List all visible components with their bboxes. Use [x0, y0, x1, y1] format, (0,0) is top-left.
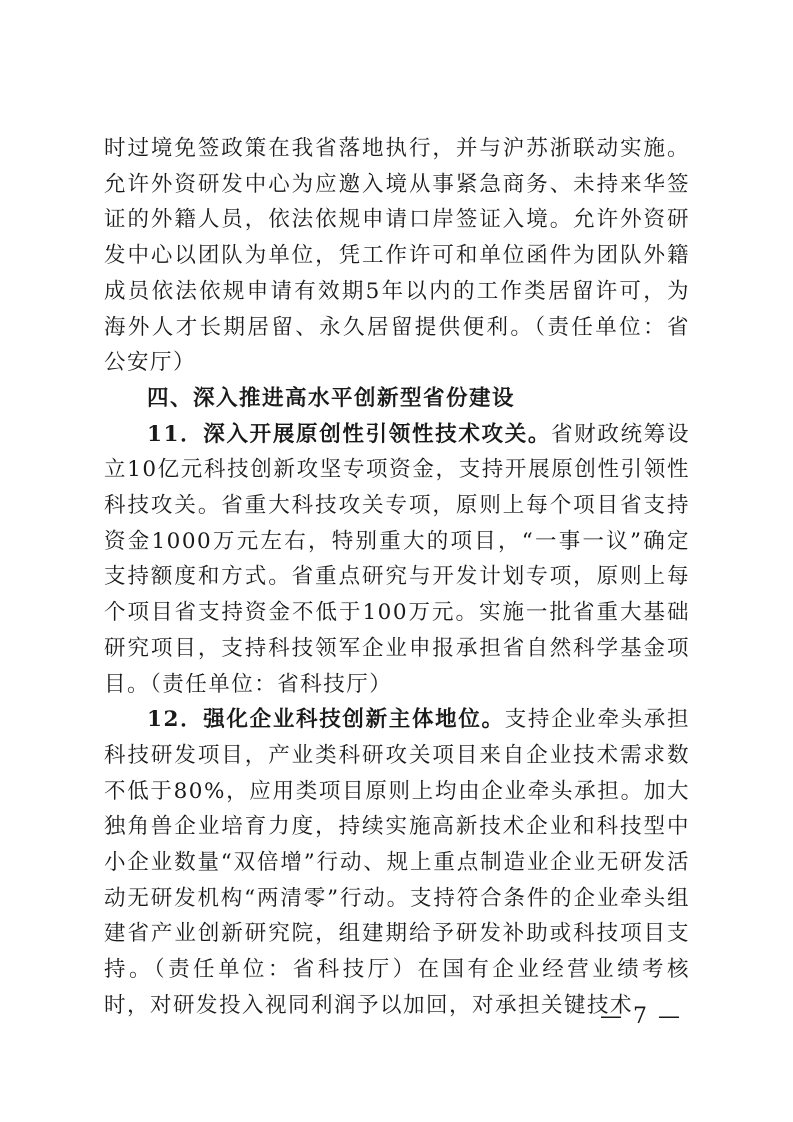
page-number: — 7 —: [600, 1004, 682, 1029]
item-11-body: 省财政统筹设立10亿元科技创新攻坚专项资金，支持开展原创性引领性科技攻关。省重大科技攻关专项，原则上每个项目省支持资金1000万元左右，特别重大的项目，“一事一议”确定支持额度和方式。省重点研究与开发计划专项，原则上每个项目省支持资金不低于100万元。实施一批省重大基础研究项目，支持科技领军企业申报承担省自然科学基金项目。（责任单位：省科技厅）: [104, 421, 690, 697]
paragraph-continued: 时过境免签政策在我省落地执行，并与沪苏浙联动实施。允许外资研发中心为应邀入境从事紧急商务、未持来华签证的外籍人员，依法依规申请口岸签证入境。允许外资研发中心以团队为单位，凭工作许可和单位函件为团队外籍成员依法依规申请有效期5年以内的工作类居留许可，为海外人才长期居留、永久居留提供便利。（责任单位：省公安厅）: [104, 136, 690, 376]
body-text: [104, 131, 690, 1024]
section-heading: 四、深入推进高水平创新型省份建设: [147, 385, 516, 411]
paragraph-item-12: [104, 702, 690, 1023]
item-12-title: 12．强化企业科技创新主体地位。: [147, 707, 505, 733]
paragraph-item-11: [104, 417, 690, 703]
item-12-body: 支持企业牵头承担科技研发项目，产业类科研攻关项目来自企业技术需求数不低于80%，应用类项目原则上均由企业牵头承担。加大独角兽企业培育力度，持续实施高新技术企业和科技型中小企业数量“双倍增”行动、规上重点制造业企业无研发活动无研发机构“两清零”行动。支持符合条件的企业牵头组建省产业创新研究院，组建期给予研发补助或科技项目支持。（责任单位：省科技厅）在国有企业经营业绩考核时，对研发投入视同利润予以加回，对承担关键技术: [104, 707, 690, 1018]
item-11-title: 11．深入开展原创性引领性技术攻关。: [147, 421, 552, 447]
